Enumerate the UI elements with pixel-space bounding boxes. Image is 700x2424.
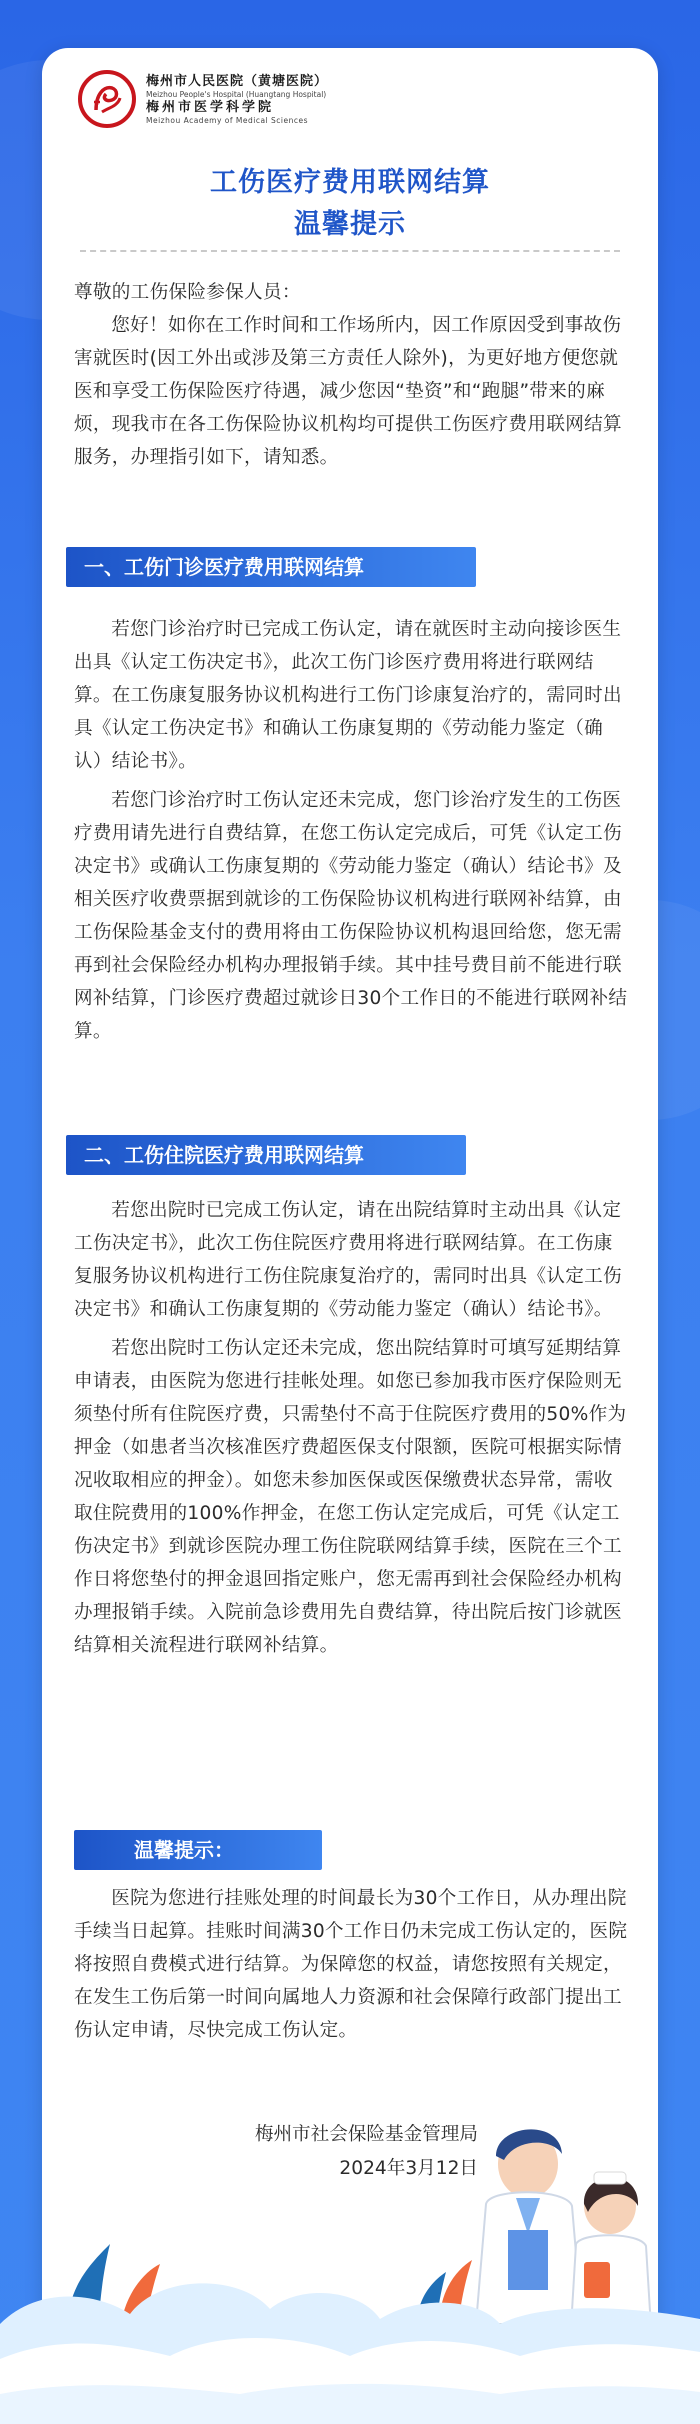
greeting: 尊敬的工伤保险参保人员： xyxy=(74,282,301,303)
section1-paragraph-1: 若您门诊治疗时已完成工伤认定，请在就医时主动向接诊医生出具《认定工伤决定书》，此次工伤门诊医疗费用将进行联网结算。在工伤康复服务协议机构进行工伤门诊康复治疗的，需同时出具《认定工伤决定书》和确认工伤康复期的《劳动能力鉴定（确认）结论书》。 xyxy=(74,619,622,772)
tips-body xyxy=(74,1882,628,2047)
hospital-name-block xyxy=(146,74,406,126)
page-title xyxy=(42,162,658,246)
signature-date: 2024年3月12日 xyxy=(339,2158,478,2179)
section-heading-outpatient: 一、工伤门诊医疗费用联网结算 xyxy=(66,547,476,587)
tips-paragraph: 医院为您进行挂账处理的时间最长为30个工作日，从办理出院手续当日起算。挂账时间满30个工作日仍未完成工伤认定的，医院将按照自费模式进行结算。为保障您的权益，请您按照有关规定，在发生工伤后第一时间向属地人力资源和社会保障行政部门提出工伤认定申请，尽快完成工伤认定。 xyxy=(74,1888,628,2041)
doctor-illustration xyxy=(476,2129,582,2324)
section2-paragraph-1: 若您出院时已完成工伤认定，请在出院结算时主动出具《认定工伤决定书》，此次工伤住院医疗费用将进行联网结算。在工伤康复服务协议机构进行工伤住院康复治疗的，需同时出具《认定工伤决定书》和确认工伤康复期的《劳动能力鉴定（确认）结论书》。 xyxy=(74,1200,622,1320)
section1-body xyxy=(74,613,628,1048)
dashed-divider xyxy=(80,250,620,252)
section-heading-inpatient: 二、工伤住院医疗费用联网结算 xyxy=(66,1135,466,1175)
title-line-1: 工伤医疗费用联网结算 xyxy=(210,167,490,198)
hospital-name-en: Meizhou People's Hospital (Huangtang Hospital) xyxy=(146,90,327,99)
signature-org: 梅州市社会保险基金管理局 xyxy=(254,2124,478,2145)
hospital-name-cn: 梅州市人民医院（黄塘医院） xyxy=(146,74,329,89)
intro-paragraph: 您好！如你在工作时间和工作场所内，因工作原因受到事故伤害就医时(因工外出或涉及第三方责任人除外)，为更好地方便您就医和享受工伤保险医疗待遇，减少您因“垫资”和“跑腿”带来的麻烦，现我市在各工伤保险协议机构均可提供工伤医疗费用联网结算服务，办理指引如下，请知悉。 xyxy=(74,315,622,468)
section1-paragraph-2: 若您门诊治疗时工伤认定还未完成，您门诊治疗发生的工伤医疗费用请先进行自费结算，在您工伤认定完成后，可凭《认定工伤决定书》或确认工伤康复期的《劳动能力鉴定（确认）结论书》及相关医疗收费票据到就诊的工伤保险协议机构进行联网补结算，由工伤保险基金支付的费用将由工伤保险协议机构退回给您，您无需再到社会保险经办机构办理报销手续。其中挂号费目前不能进行联网补结算，门诊医疗费超过就诊日30个工作日的不能进行联网补结算。 xyxy=(74,790,628,1042)
intro-block xyxy=(74,276,628,474)
hospital-logo xyxy=(78,70,136,128)
title-line-2: 温馨提示 xyxy=(294,209,406,240)
tips-heading: 温馨提示： xyxy=(74,1830,322,1870)
section2-paragraph-2: 若您出院时工伤认定还未完成，您出院结算时可填写延期结算申请表，由医院为您进行挂帐处理。如您已参加我市医疗保险则无须垫付所有住院医疗费，只需垫付不高于住院医疗费用的50%作为押金（如患者当次核准医疗费超医保支付限额，医院可根据实际情况收取相应的押金）。如您未参加医保或医保缴费状态异常，需收取住院费用的100%作押金，在您工伤认定完成后，可凭《认定工伤决定书》到就诊医院办理工伤住院联网结算手续，医院在三个工作日将您垫付的押金退回指定账户，您无需再到社会保险经办机构办理报销手续。入院前急诊费用先自费结算，待出院后按门诊就医结算相关流程进行联网补结算。 xyxy=(74,1338,627,1656)
academy-name-en: Meizhou Academy of Medical Sciences xyxy=(146,116,309,125)
section2-body xyxy=(74,1194,628,1662)
academy-name-cn: 梅州市医学科学院 xyxy=(146,100,275,115)
clouds-illustration xyxy=(0,2094,700,2424)
